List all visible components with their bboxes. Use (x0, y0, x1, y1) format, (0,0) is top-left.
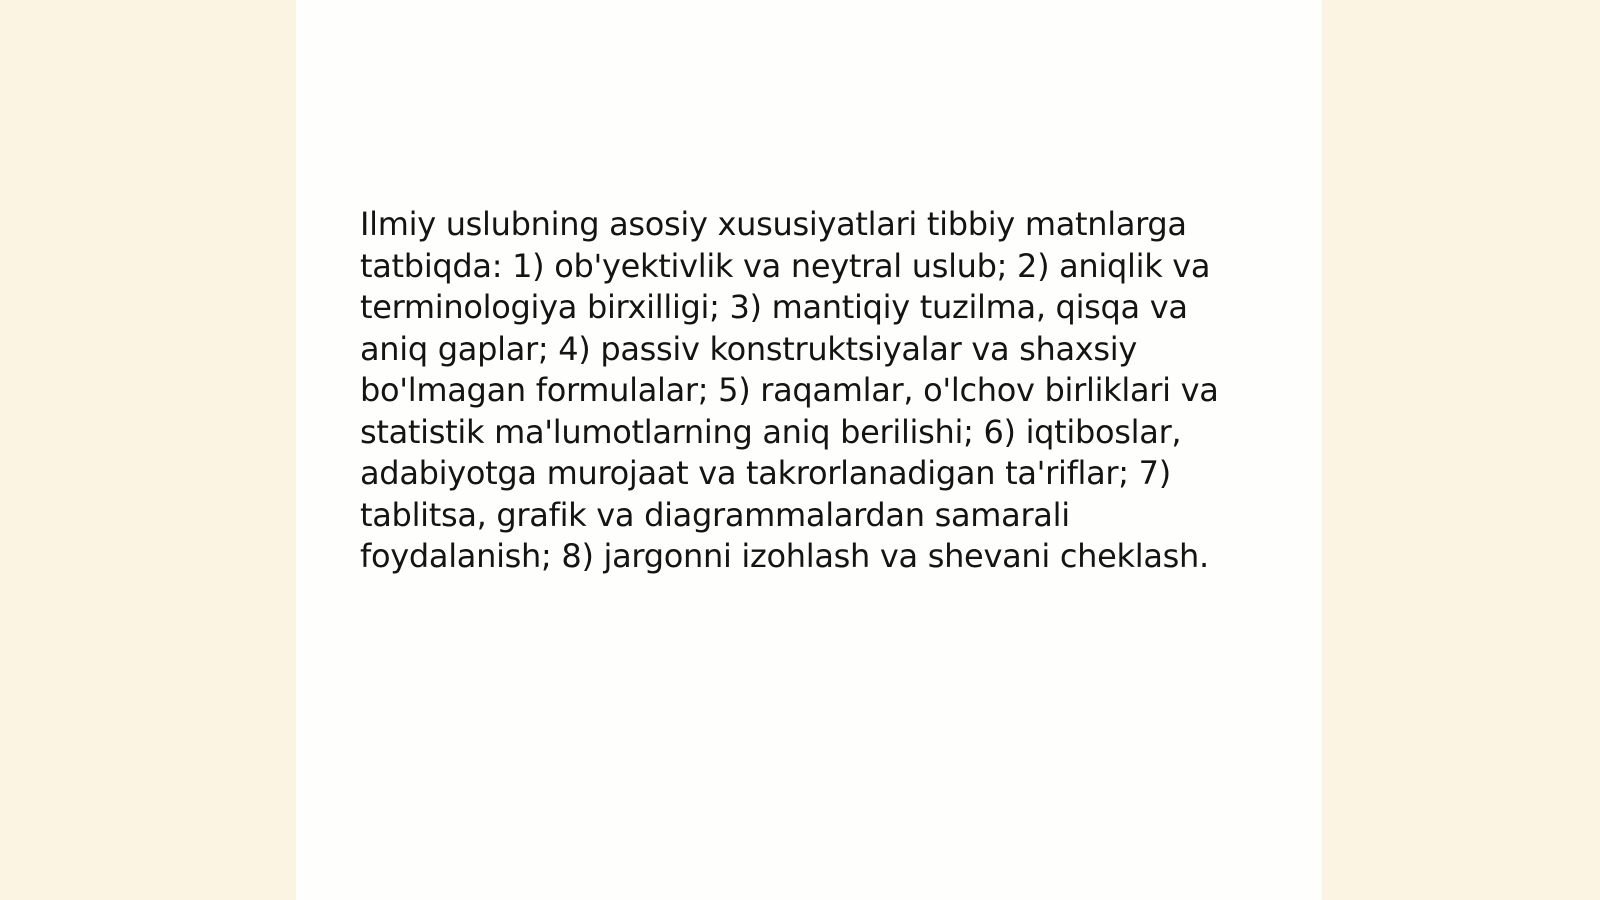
right-margin-panel (1322, 0, 1600, 900)
left-margin-panel (0, 0, 296, 900)
slide-body-text: Ilmiy uslubning asosiy xususiyatlari tibbiy matnlarga tatbiqda: 1) ob'yektivlik va neytral uslub; 2) aniqlik va terminologiya birxilligi; 3) mantiqiy tuzilma, qisqa va aniq gaplar; 4) passiv konstruktsiyalar va shaxsiy bo'lmagan formulalar; 5) raqamlar, o'lchov birliklari va statistik ma'lumotlarning aniq berilishi; 6) iqtiboslar, adabiyotga murojaat va takrorlanadigan ta'riflar; 7) tablitsa, grafik va diagrammalardan samarali foydalanish; 8) jargonni izohlash va shevani cheklash. (360, 205, 1219, 575)
slide-canvas (296, 0, 1322, 900)
